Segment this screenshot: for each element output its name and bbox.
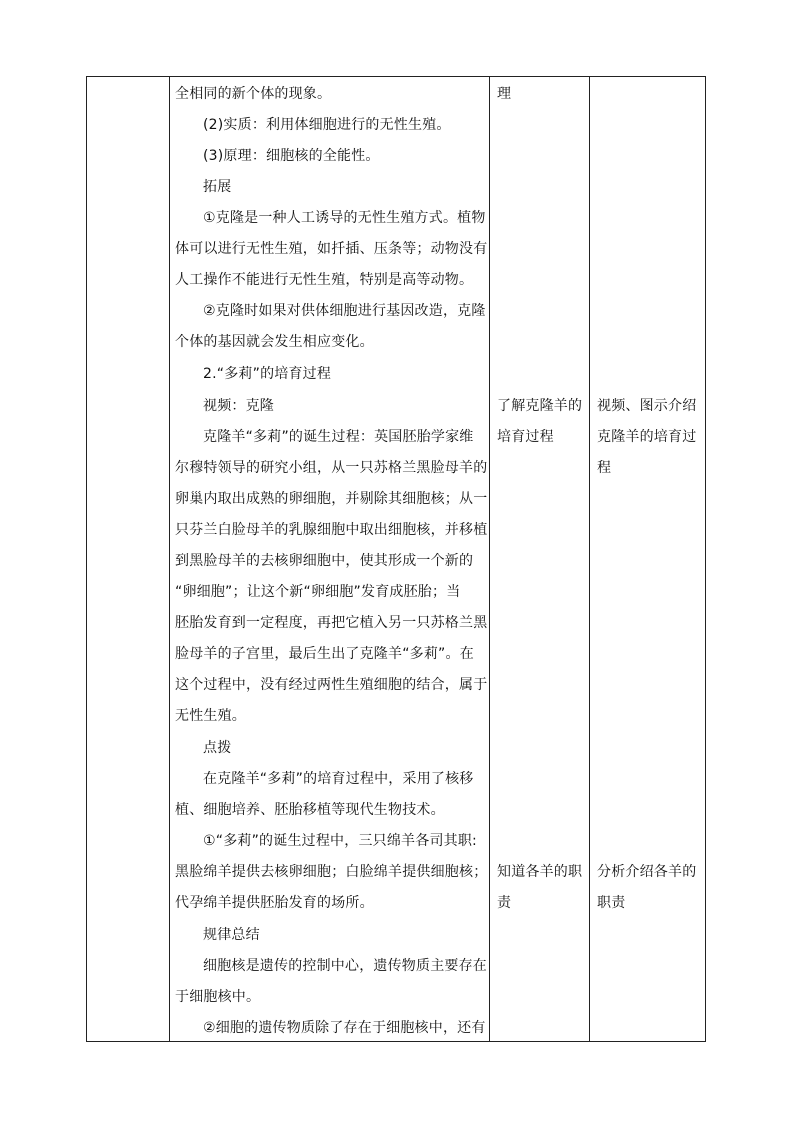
text-line: 理 — [497, 86, 512, 102]
text-line: 责 — [497, 895, 512, 911]
text-line: 拓展 — [203, 179, 232, 195]
text-line: 了解克隆羊的 — [497, 398, 583, 414]
text-line: ①克隆是一种人工诱导的无性生殖方式。植物 — [203, 210, 486, 226]
text-line: 到黑脸母羊的去核卵细胞中，使其形成一个新的 — [175, 553, 474, 569]
column-divider — [169, 77, 170, 1041]
text-line: 在克隆羊“多莉”的培育过程中，采用了核移 — [203, 771, 474, 787]
text-line: 植、细胞培养、胚胎移植等现代生物技术。 — [175, 802, 445, 818]
text-line: 分析介绍各羊的 — [597, 864, 697, 880]
text-line: (3)原理：细胞核的全能性。 — [203, 148, 380, 164]
text-line: “卵细胞”；让这个新“卵细胞”发育成胚胎；当 — [175, 584, 461, 600]
text-line: ②细胞的遗传物质除了存在于细胞核中，还有 — [203, 1020, 486, 1036]
text-line: 点拨 — [203, 740, 232, 756]
text-line: 脸母羊的子宫里，最后生出了克隆羊“多莉”。在 — [175, 646, 474, 662]
lesson-table — [86, 76, 706, 1042]
text-line: ②克隆时如果对供体细胞进行基因改造，克隆 — [203, 303, 486, 319]
text-line: 知道各羊的职 — [497, 864, 583, 880]
text-line: 全相同的新个体的现象。 — [175, 86, 332, 102]
column-divider — [489, 77, 490, 1041]
text-line: 2.“多莉”的培育过程 — [203, 366, 332, 382]
text-line: 这个过程中，没有经过两性生殖细胞的结合，属于 — [175, 677, 488, 693]
text-line: 细胞核是遗传的控制中心，遗传物质主要存在 — [203, 958, 487, 974]
text-line: 克隆羊“多莉”的诞生过程：英国胚胎学家维 — [203, 429, 474, 445]
text-line: 克隆羊的培育过 — [597, 429, 697, 445]
text-line: 职责 — [597, 895, 626, 911]
text-line: 卵巢内取出成熟的卵细胞，并剔除其细胞核；从一 — [175, 491, 488, 507]
text-line: 只芬兰白脸母羊的乳腺细胞中取出细胞核，并移植 — [175, 522, 488, 538]
text-line: 无性生殖。 — [175, 708, 246, 724]
column-divider — [589, 77, 590, 1041]
text-line: 尔穆特领导的研究小组，从一只苏格兰黑脸母羊的 — [175, 460, 488, 476]
text-line: 体可以进行无性生殖，如扦插、压条等；动物没有 — [175, 241, 488, 257]
text-line: 程 — [597, 460, 612, 476]
text-line: (2)实质：利用体细胞进行的无性生殖。 — [203, 117, 451, 133]
text-line: 于细胞核中。 — [175, 989, 261, 1005]
text-line: 人工操作不能进行无性生殖，特别是高等动物。 — [175, 272, 474, 288]
text-line: 培育过程 — [497, 429, 554, 445]
text-line: ①“多莉”的诞生过程中，三只绵羊各司其职: — [203, 833, 477, 849]
text-line: 规律总结 — [203, 927, 260, 943]
text-line: 黑脸绵羊提供去核卵细胞；白脸绵羊提供细胞核； — [175, 864, 488, 880]
text-line: 视频、图示介绍 — [597, 398, 697, 414]
text-line: 视频：克隆 — [203, 398, 274, 414]
text-line: 个体的基因就会发生相应变化。 — [175, 334, 374, 350]
text-line: 代孕绵羊提供胚胎发育的场所。 — [175, 895, 374, 911]
text-line: 胚胎发育到一定程度，再把它植入另一只苏格兰黑 — [175, 615, 488, 631]
